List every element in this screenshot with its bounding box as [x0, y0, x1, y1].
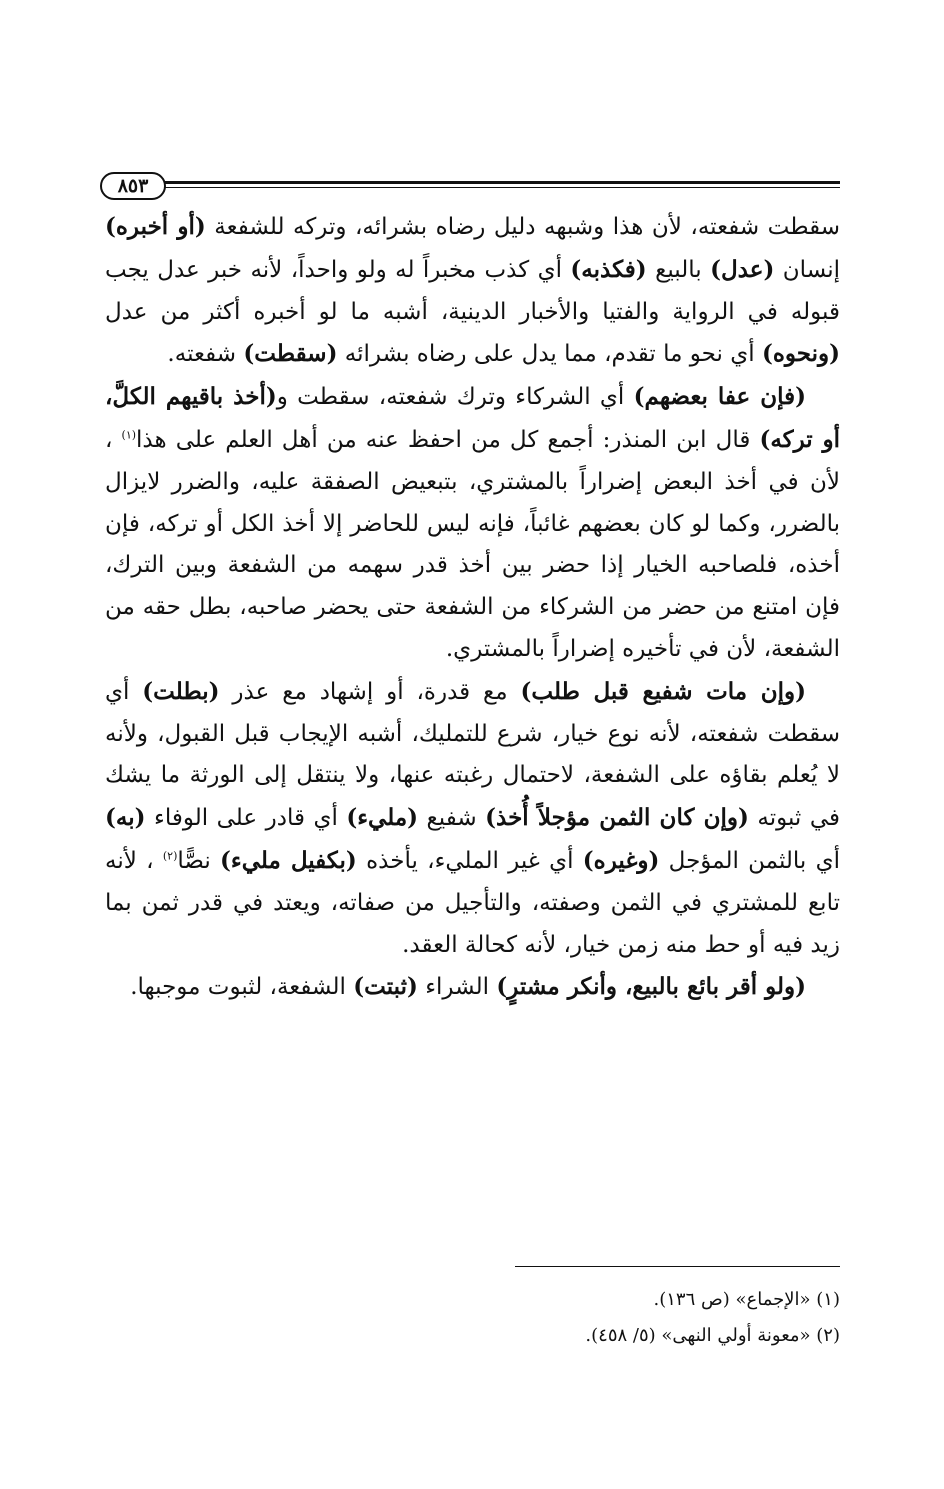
footnote-ref: (٢): [162, 849, 178, 863]
footnote-ref: (١): [121, 428, 137, 442]
bold-term: (ولو أقر بائع بالبيع، وأنكر مشترٍ): [496, 973, 806, 1001]
page-header: [100, 172, 840, 200]
bold-term: (وإن كان الثمن مؤجلاً أُخذ): [485, 804, 749, 832]
text-run: أي بالثمن المؤجل: [659, 847, 840, 874]
bold-term: (أو أخبره): [105, 213, 206, 240]
text-run: مع قدرة، أو إشهاد مع عذر: [219, 678, 521, 705]
bold-term: (سقطت): [243, 340, 338, 368]
main-text: [105, 206, 840, 1238]
paragraph: [105, 671, 840, 967]
text-run: أي قادر على الوفاء: [145, 805, 347, 832]
text-run: أي نحو ما تقدم، مما يدل على رضاه بشرائه: [337, 341, 762, 368]
footnotes: [400, 1282, 840, 1354]
text-run: ، لأنه تابع للمشتري في الثمن وصفته، والتأجيل من صفاته، ويعتد في قدر ثمن بما زيد فيه أو حط منه زمن خيار، لأنه كحالة العقد.: [105, 847, 840, 958]
paragraph: [105, 966, 840, 1009]
bold-term: (مليء): [346, 804, 419, 832]
bold-term: (فكذبه): [570, 255, 647, 283]
paragraph: [105, 376, 840, 671]
text-run: بالبيع: [646, 256, 711, 283]
text-run: نصًّا: [177, 847, 221, 874]
text-run: أي كذب مخبراً له ولو واحداً، لأنه خبر عدل يجب قبوله في الرواية والفتيا والأخبار الدينية، أشبه ما لو أخبره أكثر من عدل: [105, 256, 840, 325]
paragraph: [105, 206, 840, 376]
bold-term: (فإن عفا بعضهم): [633, 383, 806, 411]
text-run: أي الشركاء وترك شفعته، سقطت و: [276, 384, 634, 411]
text-run: الشفعة، لثبوت موجبها.: [130, 974, 354, 1001]
text-run: سقطت شفعته، لأن هذا وشبهه دليل رضاه بشرائه، وتركه للشفعة: [205, 214, 840, 240]
text-run: قال ابن المنذر: أجمع كل من احفظ عنه من أهل العلم على هذا: [136, 426, 760, 453]
bold-term: (وغيره): [582, 846, 660, 874]
text-run: الشراء: [417, 974, 497, 1001]
bold-term: (ثبتت): [353, 973, 418, 1001]
header-rule: [160, 181, 840, 184]
footnote-divider: [515, 1266, 840, 1267]
text-run: أي غير المليء، يأخذه: [356, 847, 583, 874]
text-run: شفعته.: [167, 341, 244, 368]
bold-term: (أخذ باقيهم الكلَّ، أو تركه): [105, 383, 840, 453]
footnote: (٢) «معونة أولي النهى» (٥/ ٤٥٨).: [585, 1325, 840, 1346]
bold-term: (وإن مات شفيع قبل طلب): [520, 677, 806, 705]
footnote: (١) «الإجماع» (ص ١٣٦).: [653, 1289, 840, 1310]
text-run: ، لأن في أخذ البعض إضراراً بالمشتري، بتبعيض الصفقة عليه، والضرر لايزال بالضرر، وكما لو كان بعضهم غائباً، فإنه ليس للحاضر إلا أخذ الكل أو تركه، فإن أخذه، فلصاحبه الخيار إذا حضر بين أخذ قدر سهمه من الشفعة وبين الترك، فإن امتنع من حضر من الشركاء من الشفعة حتى يحضر صاحبه، بطل حقه من الشفعة، لأن في تأخيره إضراراً بالمشتري.: [105, 426, 840, 662]
bold-term: (بكفيل مليء): [220, 846, 357, 874]
text-run: شفيع: [418, 805, 486, 832]
text-run: إنسان: [774, 256, 840, 283]
page-number: ٨٥٣: [100, 172, 166, 200]
bold-term: (ونحوه): [761, 340, 840, 368]
bold-term: (به): [105, 804, 146, 832]
bold-term: (بطلت): [142, 677, 220, 705]
header-rule-thin: [160, 187, 840, 188]
bold-term: (عدل): [710, 255, 775, 283]
text-run: أي سقطت شفعته، لأنه نوع خيار، شرع للتمليك، أشبه الإيجاب قبل القبول، ولأنه لا يُعلم بقاؤه على الشفعة، لاحتمال رغبته عنها، ولا ينتقل إلى الورثة ما يشك في ثبوته: [105, 678, 840, 832]
